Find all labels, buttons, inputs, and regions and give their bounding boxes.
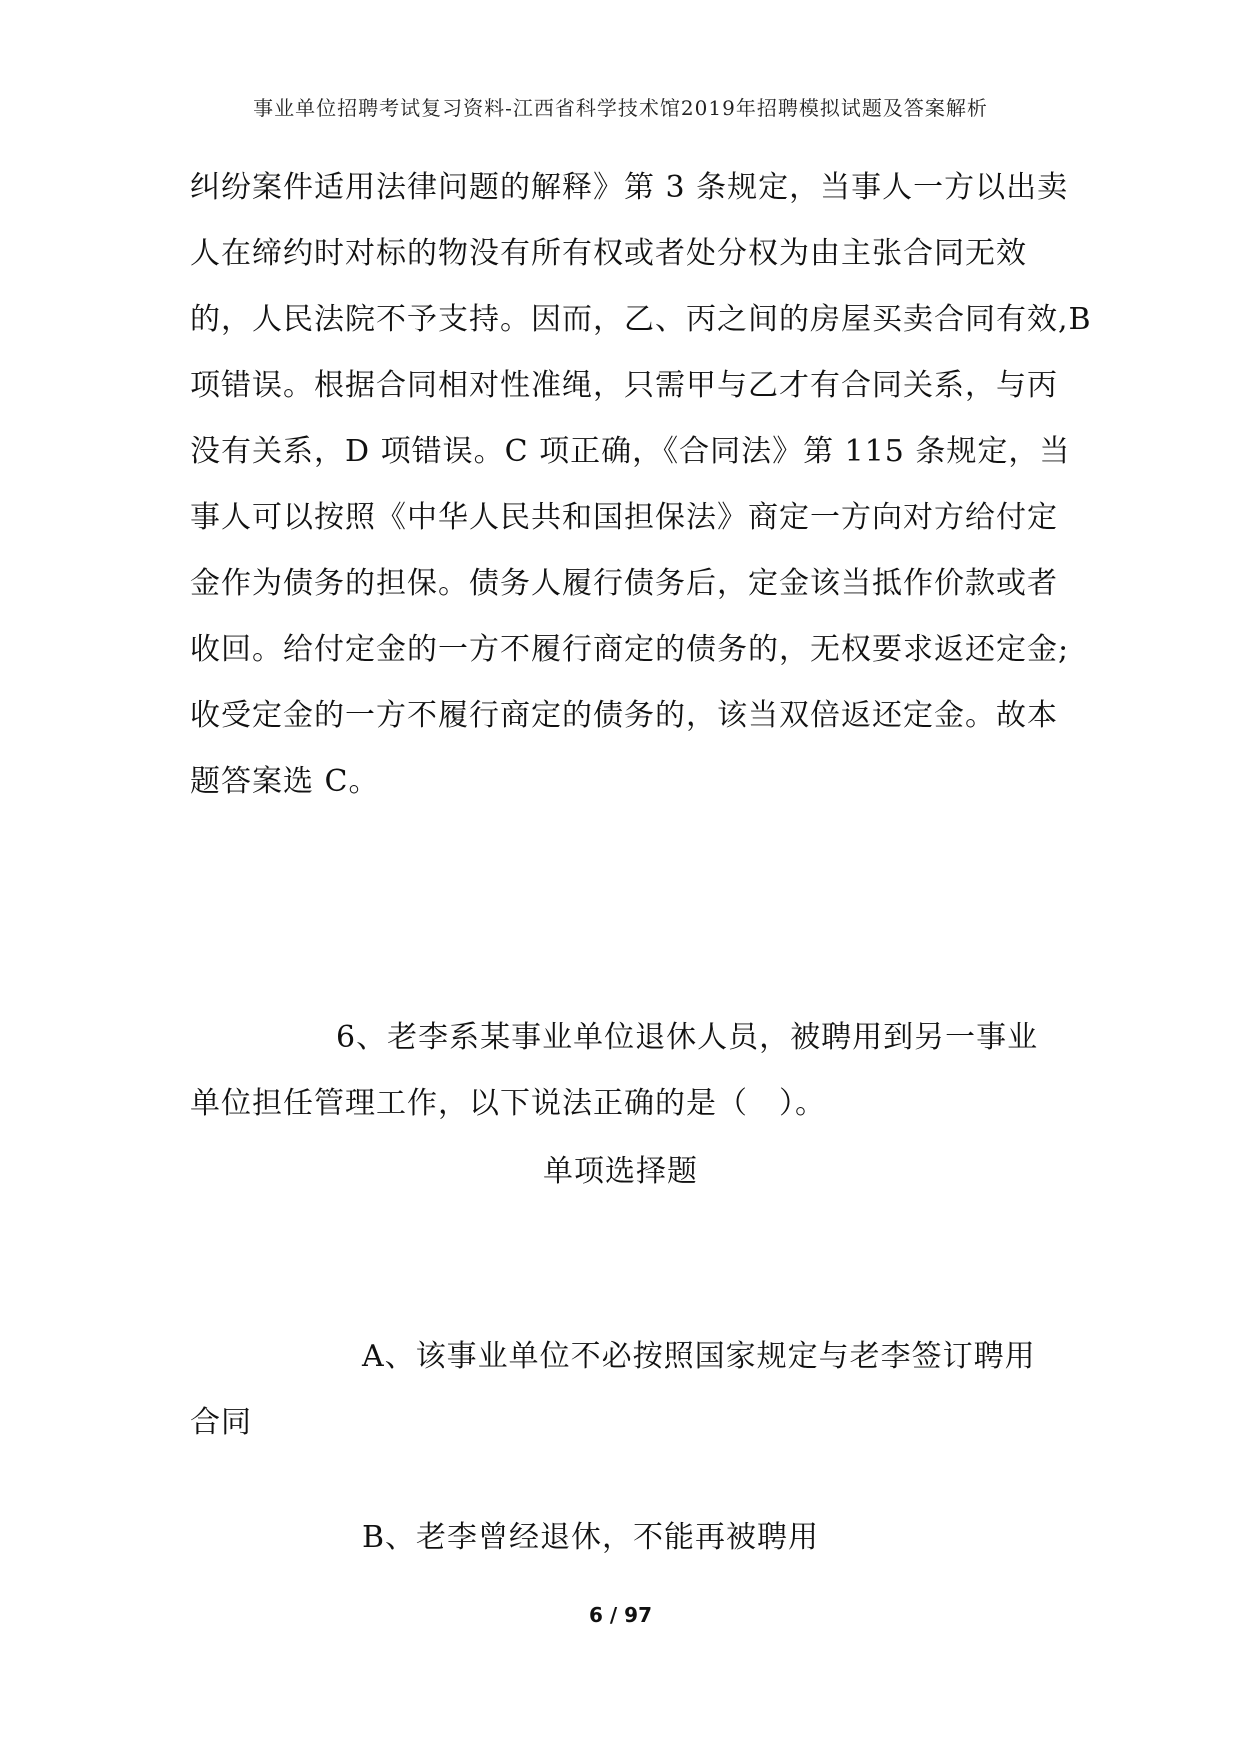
- question-line: 单位担任管理工作，以下说法正确的是（ ）。: [190, 1086, 826, 1121]
- explanation-line: 人在缔约时对标的物没有所有权或者处分权为由主张合同无效: [190, 236, 1027, 271]
- question-type-label: 单项选择题: [543, 1154, 698, 1189]
- page-header: 事业单位招聘考试复习资料-江西省科学技术馆2019年招聘模拟试题及答案解析: [253, 96, 988, 120]
- answer-explanation: [190, 155, 1092, 815]
- explanation-line: 项错误。根据合同相对性准绳，只需甲与乙才有合同关系，与丙: [190, 368, 1058, 403]
- page-number: 6 / 97: [589, 1603, 652, 1627]
- option-b-line: B、老李曾经退休，不能再被聘用: [362, 1520, 820, 1555]
- question-stem: [190, 1005, 1060, 1137]
- explanation-line: 纠纷案件适用法律问题的解释》第 3 条规定，当事人一方以出卖: [190, 170, 1069, 205]
- explanation-line: 事人可以按照《中华人民共和国担保法》商定一方向对方给付定: [190, 500, 1058, 535]
- explanation-line: 题答案选 C。: [190, 764, 380, 799]
- explanation-line: 没有关系，D 项错误。C 项正确，《合同法》第 115 条规定，当: [190, 434, 1071, 469]
- option-b: [190, 1505, 1060, 1571]
- explanation-line: 的，人民法院不予支持。因而，乙、丙之间的房屋买卖合同有效,B: [190, 302, 1092, 337]
- explanation-line: 金作为债务的担保。债务人履行债务后，定金该当抵作价款或者: [190, 566, 1058, 601]
- option-a: [190, 1324, 1060, 1456]
- explanation-line: 收回。给付定金的一方不履行商定的债务的，无权要求返还定金;: [190, 632, 1070, 667]
- explanation-line: 收受定金的一方不履行商定的债务的，该当双倍返还定金。故本: [190, 698, 1058, 733]
- option-a-line: 合同: [190, 1405, 252, 1440]
- question-line: 6、老李系某事业单位退休人员，被聘用到另一事业: [336, 1020, 1039, 1055]
- option-a-line: A、该事业单位不必按照国家规定与老李签订聘用: [362, 1339, 1036, 1374]
